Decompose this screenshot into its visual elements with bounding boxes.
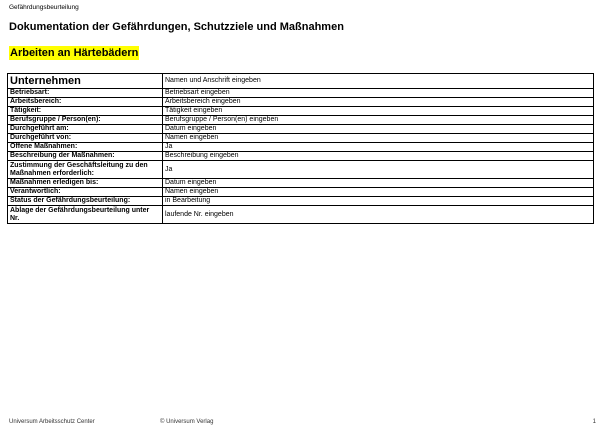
table-row (8, 143, 594, 152)
activity-field[interactable]: Tätigkeit eingeben (163, 107, 594, 116)
table-row (8, 125, 594, 134)
table-row (8, 206, 594, 224)
table-row (8, 188, 594, 197)
table-row (8, 89, 594, 98)
row-label-occupation-group: Berufsgruppe / Person(en): (8, 116, 163, 125)
row-label-performed-on: Durchgeführt am: (8, 125, 163, 134)
table-row (8, 107, 594, 116)
table-row (8, 98, 594, 107)
row-label-operation-type: Betriebsart: (8, 89, 163, 98)
company-info-table (7, 73, 594, 224)
performed-by-field[interactable]: Namen eingeben (163, 134, 594, 143)
management-approval-field[interactable]: Ja (163, 161, 594, 179)
row-label-company: Unternehmen (8, 74, 163, 89)
measures-due-field[interactable]: Datum eingeben (163, 179, 594, 188)
operation-type-field[interactable]: Betriebsart eingeben (163, 89, 594, 98)
document-subtitle: Arbeiten an Härtebädern (10, 47, 139, 59)
company-name-field[interactable]: Namen und Anschrift eingeben (163, 74, 594, 89)
work-area-field[interactable]: Arbeitsbereich eingeben (163, 98, 594, 107)
row-label-assessment-status: Status der Gefährdungsbeurteilung: (8, 197, 163, 206)
row-label-management-approval: Zustimmung der Geschäftsleitung zu den Maßnahmen erforderlich: (8, 161, 163, 179)
assessment-status-field[interactable]: in Bearbeitung (163, 197, 594, 206)
table-row (8, 116, 594, 125)
row-label-open-measures: Offene Maßnahmen: (8, 143, 163, 152)
footer-copyright: © Universum Verlag (160, 419, 214, 425)
document-title: Dokumentation der Gefährdungen, Schutzziele und Maßnahmen (9, 21, 344, 33)
table-row (8, 161, 594, 179)
filing-number-field[interactable]: laufende Nr. eingeben (163, 206, 594, 224)
row-label-performed-by: Durchgeführt von: (8, 134, 163, 143)
row-label-measures-description: Beschreibung der Maßnahmen: (8, 152, 163, 161)
row-label-activity: Tätigkeit: (8, 107, 163, 116)
footer-page-number: 1 (592, 419, 596, 425)
responsible-field[interactable]: Namen eingeben (163, 188, 594, 197)
table-row (8, 179, 594, 188)
performed-on-field[interactable]: Datum eingeben (163, 125, 594, 134)
footer-publisher-left: Universum Arbeitsschutz Center (9, 419, 95, 425)
table-row (8, 74, 594, 89)
table-row (8, 152, 594, 161)
table-row (8, 134, 594, 143)
document-header-label: Gefährdungsbeurteilung (9, 4, 79, 11)
measures-description-field[interactable]: Beschreibung eingeben (163, 152, 594, 161)
occupation-group-field[interactable]: Berufsgruppe / Person(en) eingeben (163, 116, 594, 125)
table-row (8, 197, 594, 206)
open-measures-field[interactable]: Ja (163, 143, 594, 152)
row-label-measures-due: Maßnahmen erledigen bis: (8, 179, 163, 188)
row-label-filing-number: Ablage der Gefährdungsbeurteilung unter Nr. (8, 206, 163, 224)
row-label-responsible: Verantwortlich: (8, 188, 163, 197)
row-label-work-area: Arbeitsbereich: (8, 98, 163, 107)
